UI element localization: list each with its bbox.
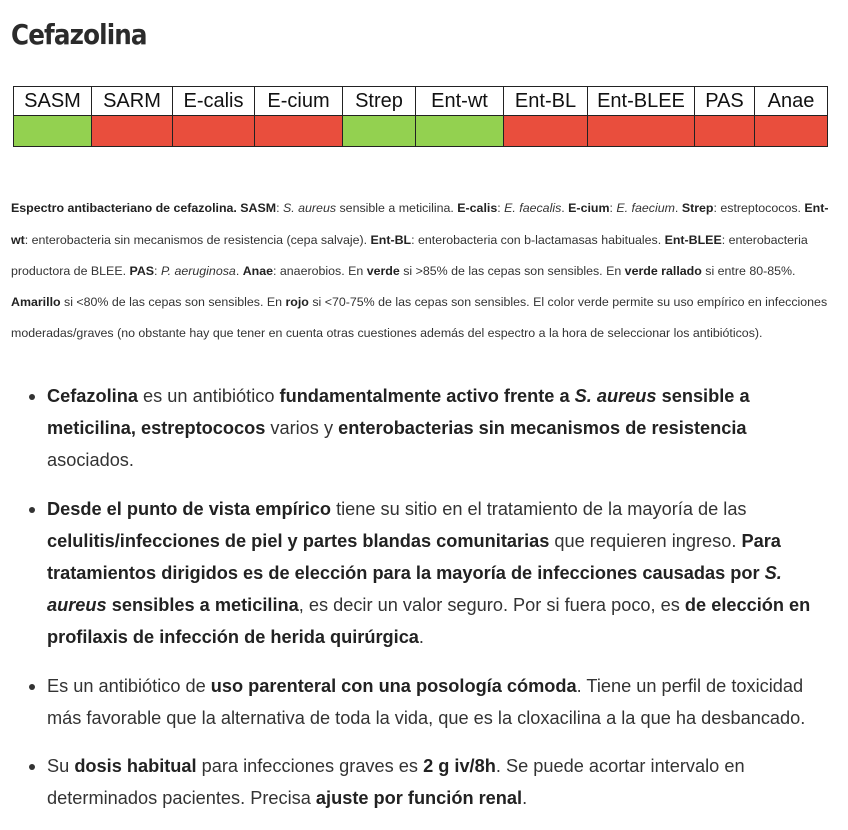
text-run: : enterobacteria con b-lactamasas habituales. (411, 232, 665, 247)
bold-text: Ent-wt (11, 201, 829, 247)
text-run: asociados. (47, 450, 134, 471)
text-run: : (276, 201, 283, 216)
bold-text: dosis habitual (74, 756, 197, 777)
cell-sasm (14, 116, 92, 147)
text-run: : enterobacteria sin mecanismos de resistencia (cepa salvaje). (24, 232, 371, 247)
text-run: sensible a meticilina. (336, 201, 458, 216)
text-run: : (154, 263, 161, 278)
bold-text: Desde el punto de vista empírico (47, 498, 332, 519)
cell-ent-blee (588, 116, 695, 147)
text-run: : anaerobios. En (273, 263, 367, 278)
text-run: es un antibiótico (137, 386, 280, 406)
bold-text: enterobacterias sin mecanismos de resistencia (338, 418, 747, 439)
bold-text (575, 386, 657, 406)
header-sasm: SASM (14, 87, 92, 116)
bold-text: Amarillo (11, 295, 61, 309)
header-strep: Strep (343, 87, 416, 116)
text-run: Su (47, 756, 75, 777)
list-item (47, 493, 832, 654)
text-run: si entre 80-85%. (701, 263, 796, 278)
bold-text: fundamentalmente activo frente a (279, 386, 575, 406)
italic-text: S. aureus (283, 201, 337, 216)
bold-text: PAS (129, 263, 155, 278)
bold-text: sensibles a meticilina (106, 595, 299, 616)
table-header-row (14, 87, 828, 116)
text-run: : (609, 201, 617, 216)
header-sarm: SARM (92, 87, 173, 116)
list-item (47, 750, 832, 814)
bold-text: E-calis (457, 201, 498, 216)
list-item (47, 670, 832, 734)
text-run: si <80% de las cepas son sensibles. En (60, 295, 286, 309)
header-pas: PAS (695, 87, 755, 116)
bold-text: SASM (240, 201, 277, 216)
bold-text: Ent-BL (370, 232, 412, 247)
figure-caption (11, 193, 831, 349)
text-run: : (497, 201, 505, 216)
page-title: Cefazolina (11, 18, 147, 51)
bold-text: Cefazolina (47, 386, 138, 406)
text-run: : estreptococos. (713, 201, 805, 216)
header-ent-bl: Ent-BL (504, 87, 588, 116)
italic-text: E. faecalis (504, 201, 562, 216)
bold-text: 2 g iv/8h (423, 756, 496, 777)
antibacterial-spectrum-table (13, 86, 828, 147)
cell-anae (755, 116, 828, 147)
header-anae: Anae (755, 87, 828, 116)
bold-text: ajuste por función renal (315, 788, 523, 809)
bold-text: de elección en profilaxis de infección de herida quirúrgica (47, 595, 811, 648)
bullet-list (47, 380, 832, 830)
text-run: si >85% de las cepas son sensibles. En (399, 263, 625, 278)
text-run: . (522, 788, 528, 809)
text-run: . (418, 627, 424, 648)
text-run: Es un antibiótico de (47, 675, 211, 696)
bold-text: verde rallado (624, 263, 702, 278)
bold-text: Strep (681, 201, 714, 216)
table-color-row (14, 116, 828, 147)
text-run: varios y (265, 418, 339, 439)
bold-text: Espectro antibacteriano de cefazolina. (11, 201, 241, 216)
italic-text: P. aeruginosa (160, 263, 236, 278)
bold-text: Para tratamientos dirigidos es de elección para la mayoría de infecciones causadas por (47, 530, 781, 584)
text-run: tiene su sitio en el tratamiento de la mayoría de las (331, 498, 747, 519)
text-run: . (561, 201, 569, 216)
cell-sarm (92, 116, 173, 147)
bold-text: Ent-BLEE (664, 232, 722, 247)
bold-text: sensible a meticilina, estreptococos (47, 386, 750, 439)
cell-pas (695, 116, 755, 147)
header-e-calis: E-calis (173, 87, 255, 116)
cell-e-cium (255, 116, 343, 147)
cell-ent-wt (416, 116, 504, 147)
bold-text: uso parenteral con una posología cómoda (210, 675, 577, 696)
text-run: . Tiene un perfil de toxicidad más favorable que la alternativa de toda la vida, que es la cloxacilina a la que ha desbancado. (47, 675, 806, 728)
text-run: . (235, 263, 243, 278)
text-run: . Se puede acortar intervalo en determinados pacientes. Precisa (47, 756, 745, 809)
header-e-cium: E-cium (255, 87, 343, 116)
italic-text: S. aureus (574, 386, 657, 406)
text-run: para infecciones graves es (196, 756, 424, 777)
bold-text: rojo (285, 295, 309, 309)
bold-text: verde (366, 263, 400, 278)
cell-e-calis (173, 116, 255, 147)
text-run: si <70-75% de las cepas son sensibles. El color verde permite su uso empírico en infecciones moderadas/graves (no obstante hay que tener en cuenta otras cuestiones además del espectro a la hora de seleccionar los antibióticos). (11, 295, 828, 341)
text-run: que requieren ingreso. (549, 530, 742, 551)
bold-text: E-cium (568, 201, 610, 216)
header-ent-wt: Ent-wt (416, 87, 504, 116)
bold-text: Anae (242, 263, 274, 278)
italic-text: E. faecium (616, 201, 675, 216)
text-run: . (674, 201, 682, 216)
cell-strep (343, 116, 416, 147)
header-ent-blee: Ent-BLEE (588, 87, 695, 116)
text-run: , es decir un valor seguro. Por si fuera poco, es (298, 595, 685, 616)
bold-text: celulitis/infecciones de piel y partes blandas comunitarias (47, 530, 550, 551)
italic-text: S. aureus (47, 563, 782, 616)
cell-ent-bl (504, 116, 588, 147)
list-item (47, 380, 832, 477)
text-run: : enterobacteria productora de BLEE. (11, 232, 808, 278)
